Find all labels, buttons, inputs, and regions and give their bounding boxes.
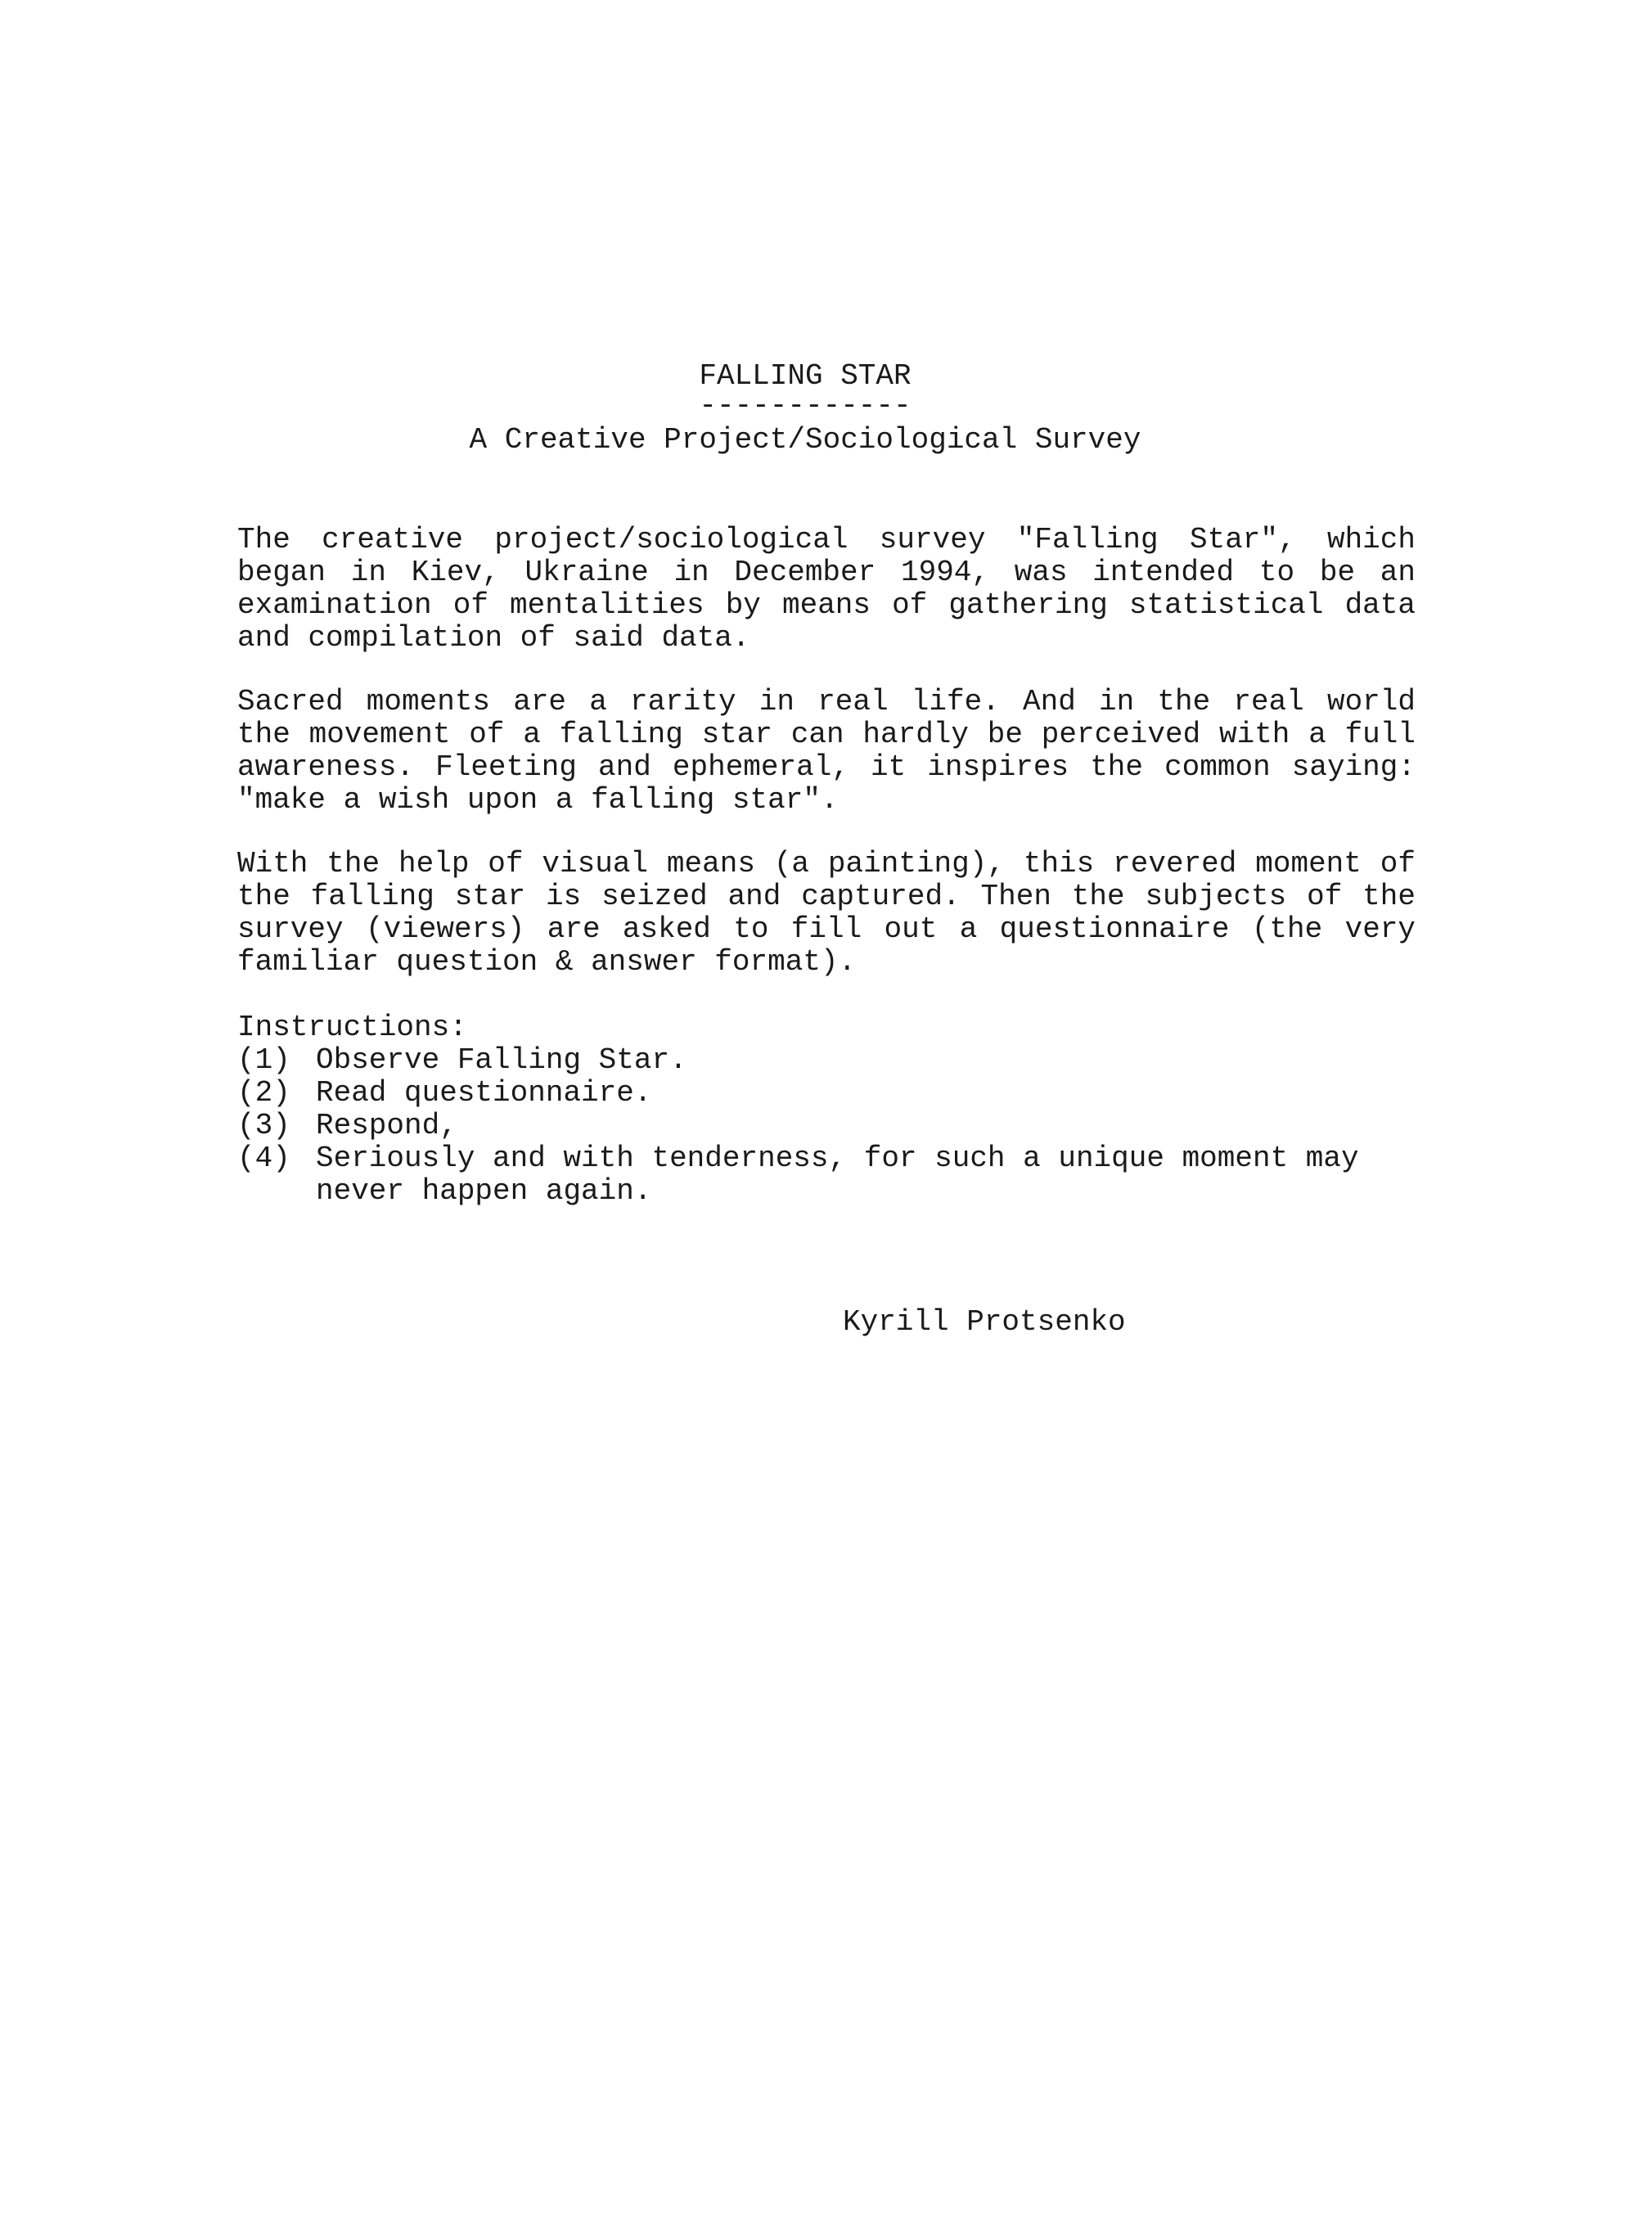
paragraph-sacred-moments: Sacred moments are a rarity in real life. And in the real world the movement of a falling star can hardly be perceived with a full awareness. Fleeting and ephemeral, it inspires the common saying: "make a wish upon a falling star".	[237, 685, 1416, 817]
instructions-heading: Instructions:	[237, 1011, 467, 1044]
instruction-number: (1)	[237, 1043, 290, 1077]
instruction-item	[237, 1110, 1416, 1142]
author-signature: Kyrill Protsenko	[843, 1305, 1126, 1339]
paragraph-visual-means: With the help of visual means (a painting), this revered moment of the falling star is seized and captured. Then the subjects of the survey (viewers) are asked to fill out a questionnaire (the very familiar question & answer format).	[237, 847, 1416, 979]
instruction-item	[237, 1044, 1416, 1077]
instruction-item	[237, 1077, 1416, 1110]
instruction-text: Respond,	[316, 1109, 457, 1142]
instruction-item	[237, 1142, 1416, 1208]
document-title: FALLING STAR	[699, 359, 912, 393]
title-underline: ------------	[699, 389, 912, 422]
instruction-number: (3)	[237, 1109, 290, 1142]
instruction-text: Observe Falling Star.	[316, 1043, 687, 1077]
instruction-number: (4)	[237, 1142, 290, 1175]
instruction-text: Read questionnaire.	[316, 1076, 652, 1110]
instructions-list	[237, 1011, 1416, 1208]
document-subtitle: A Creative Project/Sociological Survey	[469, 423, 1141, 457]
paragraph-intro: The creative project/sociological survey "Falling Star", which began in Kiev, Ukraine in December 1994, was intended to be an examination of mentalities by means of gathering statistical data and compilation of said data.	[237, 523, 1416, 655]
instruction-number: (2)	[237, 1076, 290, 1110]
instruction-text: Seriously and with tenderness, for such a unique moment may never happen again.	[316, 1142, 1359, 1208]
